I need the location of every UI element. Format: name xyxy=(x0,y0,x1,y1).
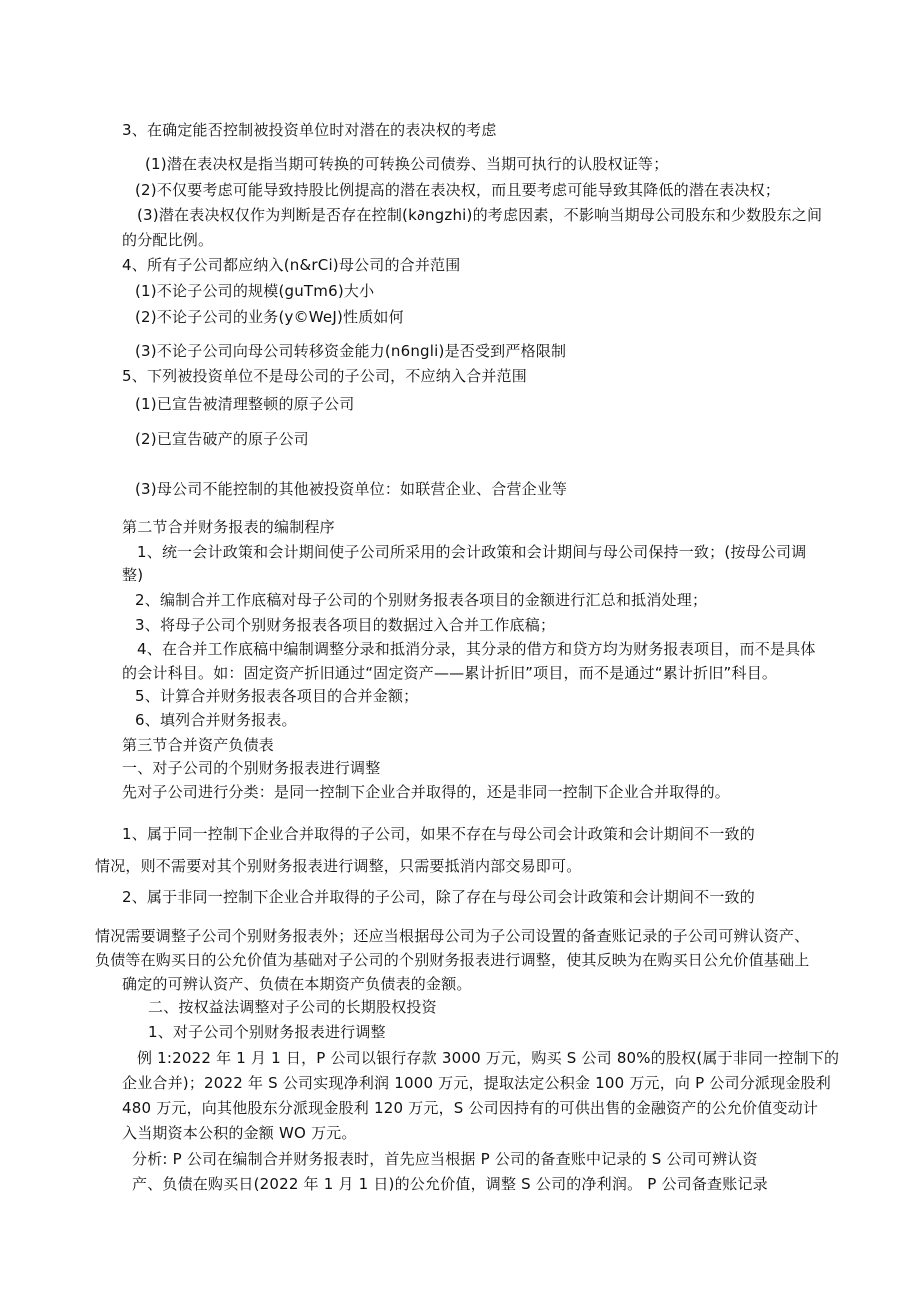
sec3-case-2-cont-3: 确定的可辨认资产、负债在本期资产负债表的金额。 xyxy=(122,975,472,993)
example-1-line-2: 企业合并)；2022 年 S 公司实现净利润 1000 万元，提取法定公积金 100 万元，向 P 公司分派现金股利 xyxy=(122,1074,831,1092)
item-4-sub-1: (1)不论子公司的规模(guTm6)大小 xyxy=(135,282,375,300)
item-5-sub-3: (3)母公司不能控制的其他被投资单位：如联营企业、合营企业等 xyxy=(135,480,568,498)
sec2-step-6: 6、填列合并财务报表。 xyxy=(135,711,297,729)
sec3-part-1-intro: 先对子公司进行分类：是同一控制下企业合并取得的，还是非同一控制下企业合并取得的。 xyxy=(122,783,731,801)
example-1-line-4: 入当期资本公积的金额 WO 万元。 xyxy=(122,1124,357,1142)
item-5-heading: 5、下列被投资单位不是母公司的子公司，不应纳入合并范围 xyxy=(122,367,527,385)
sec2-step-5: 5、计算合并财务报表各项目的合并金额； xyxy=(135,687,419,705)
section-3-heading: 第三节合并资产负债表 xyxy=(122,736,275,754)
item-3-sub-2: (2)不仅要考虑可能导致持股比例提高的潜在表决权，而且要考虑可能导致其降低的潜在表决权； xyxy=(135,181,781,199)
sec2-step-4-cont: 的会计科目。如：固定资产折旧通过“固定资产——累计折旧”项目，而不是通过“累计折旧”科目。 xyxy=(122,664,778,682)
sec3-case-2-cont-1: 情况需要调整子公司个别财务报表外；还应当根据母公司为子公司设置的备查账记录的子公司可辨认资产、 xyxy=(95,927,810,945)
example-1-line-1: 例 1:2022 年 1 月 1 日，P 公司以银行存款 3000 万元，购买 S 公司 80%的股权(属于非同一控制下的 xyxy=(137,1049,840,1067)
sec2-step-2: 2、编制合并工作底稿对母子公司的个别财务报表各项目的金额进行汇总和抵消处理； xyxy=(135,591,708,609)
example-1-line-3: 480 万元，向其他股东分派现金股利 120 万元，S 公司因持有的可供出售的金融资产的公允价值变动计 xyxy=(122,1099,819,1117)
item-3-sub-3: (3)潜在表决权仅作为判断是否存在控制(k∂ngzhi)的考虑因素，不影响当期母公司股东和少数股东之间 xyxy=(137,206,823,224)
sec3-case-2: 2、属于非同一控制下企业合并取得的子公司，除了存在与母公司会计政策和会计期间不一致的 xyxy=(122,888,755,906)
sec2-step-3: 3、将母子公司个别财务报表各项目的数据过入合并工作底稿； xyxy=(135,616,556,634)
sec2-step-4: 4、在合并工作底稿中编制调整分录和抵消分录，其分录的借方和贷方均为财务报表项目，而不是具体 xyxy=(137,640,816,658)
sec3-part-2-sub-1: 1、对子公司个别财务报表进行调整 xyxy=(148,1023,386,1041)
item-5-sub-2: (2)已宣告破产的原子公司 xyxy=(135,430,309,448)
item-3-heading: 3、在确定能否控制被投资单位时对潜在的表决权的考虑 xyxy=(122,121,497,139)
sec2-step-1: 1、统一会计政策和会计期间使子公司所采用的会计政策和会计期间与母公司保持一致；(按母公司调 xyxy=(137,543,807,561)
item-3-sub-3-cont: 的分配比例。 xyxy=(122,231,214,249)
sec3-case-1: 1、属于同一控制下企业合并取得的子公司，如果不存在与母公司会计政策和会计期间不一致的 xyxy=(122,825,755,843)
section-2-heading: 第二节合并财务报表的编制程序 xyxy=(122,518,335,536)
item-4-sub-3: (3)不论子公司向母公司转移资金能力(n6ngli)是否受到严格限制 xyxy=(135,342,567,360)
item-4-sub-2: (2)不论子公司的业务(y©WeJ)性质如何 xyxy=(135,308,404,326)
analysis-line-2: 产、负债在购买日(2022 年 1 月 1 日)的公允价值，调整 S 公司的净利润。 P 公司备查账记录 xyxy=(132,1175,768,1193)
sec3-case-1-cont: 情况，则不需要对其个别财务报表进行调整，只需要抵消内部交易即可。 xyxy=(95,857,582,875)
sec3-part-1-heading: 一、对子公司的个别财务报表进行调整 xyxy=(122,759,381,777)
analysis-line-1: 分析: P 公司在编制合并财务报表时，首先应当根据 P 公司的备查账中记录的 S 公司可辨认资 xyxy=(132,1150,758,1168)
item-5-sub-1: (1)已宣告被清理整顿的原子公司 xyxy=(135,395,355,413)
sec3-case-2-cont-2: 负债等在购买日的公允价值为基础对子公司的个别财务报表进行调整，使其反映为在购买日公允价值基础上 xyxy=(95,951,810,969)
item-3-sub-1: (1)潜在表决权是指当期可转换的可转换公司债券、当期可执行的认股权证等； xyxy=(145,155,669,173)
sec2-step-1-cont: 整) xyxy=(122,566,144,584)
item-4-heading: 4、所有子公司都应纳入(n&rCi)母公司的合并范围 xyxy=(122,256,461,274)
sec3-part-2-heading: 二、按权益法调整对子公司的长期股权投资 xyxy=(148,998,437,1016)
